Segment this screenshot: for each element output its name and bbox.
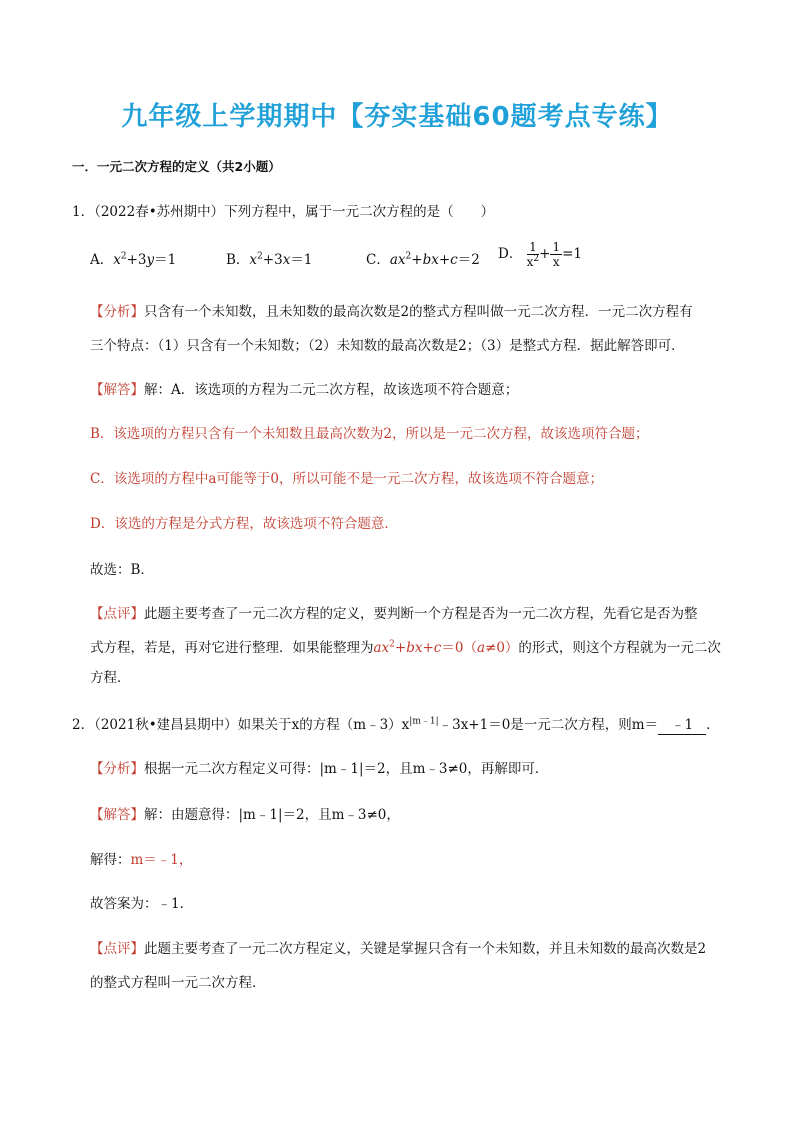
fraction-1-over-x: $\frac{1}{x}$ [552,240,561,269]
q1-answer-line-1 [90,381,518,399]
analysis-tag: 【分析】 [90,761,144,777]
q2-stem-end: ． [706,717,720,733]
option-d-label: D． [498,246,523,262]
q2-final: 故答案为：﹣1． [90,896,194,912]
q2-stem-a: 2．（2021秋•建昌县期中）如果关于x的方程（m﹣3）x [72,717,410,733]
q1-analysis-line-2: 三个特点：（1）只含有一个未知数；（2）未知数的最高次数是2；（3）是整式方程．据此解答即可． [90,338,685,354]
document-title: 九年级上学期期中【夯实基础60题考点专练】 [121,102,673,132]
q1-answer-line-d: D．该选的方程是分式方程，故该选项不符合题意． [90,516,398,532]
q1-comment-line-3: 方程． [90,670,131,686]
q1-answer-line-b: B．该选项的方程只含有一个未知数且最高次数为2，所以是一元二次方程，故该选项符合题； [90,426,649,442]
question-2-stem [72,716,720,735]
question-1-stem: 1．（2022春•苏州期中）下列方程中，属于一元二次方程的是（ ） [72,204,495,220]
option-a-label: A． [90,252,114,268]
option-b-label: B． [226,252,250,268]
comment-text-a: 式方程，若是，再对它进行整理．如果能整理为 [90,640,374,656]
solve-label: 解得： [90,852,131,868]
comment-tag: 【点评】 [90,606,144,622]
q2-solve [90,851,192,869]
section-heading: 一．一元二次方程的定义（共2小题） [72,159,281,174]
analysis-text: 只含有一个未知数，且未知数的最高次数是2的整式方程叫做一元二次方程．一元二次方程有 [144,304,693,320]
q2-exponent: |m﹣1| [409,716,439,727]
q1-comment-line-1 [90,605,698,623]
comment-tag: 【点评】 [90,941,144,957]
q1-analysis-line-1 [90,303,693,321]
q1-answer-line-c: C．该选项的方程中a可能等于0，所以可能不是一元二次方程，故该选项不符合题意； [90,471,603,487]
answer-tag: 【解答】 [90,382,144,398]
answer-text: 解：A．该选项的方程为二元二次方程，故该选项不符合题意； [144,382,519,398]
comment-formula: $ax^2+bx+c=0(a\ne 0)$ [373,639,519,656]
option-c: C．$ax^2+bx+c=2$ [366,251,480,268]
comment-text-b: 的形式，则这个方程就为一元二次 [518,640,721,656]
analysis-tag: 【分析】 [90,304,144,320]
answer-tag: 【解答】 [90,807,144,823]
q2-comment-line-2: 的整式方程叫一元二次方程． [90,975,266,991]
q1-choose: 故选：B． [90,562,154,578]
analysis-text: 根据一元二次方程定义可得：|m﹣1|＝2，且m﹣3≠0，再解即可． [144,761,549,777]
answer-blank: ﹣1 [658,716,706,735]
option-d: D． $\frac{1}{x^2}$ + $\frac{1}{x}$ =1 [498,240,582,269]
option-a: A．$x^2+3y=1$ [90,251,177,268]
q2-stem-b: ﹣3x+1＝0是一元二次方程，则m＝ [438,717,659,733]
option-c-label: C． [366,252,390,268]
option-b: B．$x^2+3x=1$ [226,251,313,268]
q2-answer [90,806,400,824]
comment-text: 此题主要考查了一元二次方程的定义，要判断一个方程是否为一元二次方程，先看它是否为整 [144,606,698,622]
fraction-1-over-x-squared: $\frac{1}{x^2}$ [526,240,540,269]
solve-value: m＝﹣1， [130,852,193,868]
answer-text: 解：由题意得：|m﹣1|＝2，且m﹣3≠0， [144,807,400,823]
q1-comment-line-2 [90,639,721,657]
q2-comment-line-1 [90,940,706,958]
comment-text: 此题主要考查了一元二次方程定义，关键是掌握只含有一个未知数，并且未知数的最高次数是2 [144,941,707,957]
q2-analysis [90,760,548,778]
